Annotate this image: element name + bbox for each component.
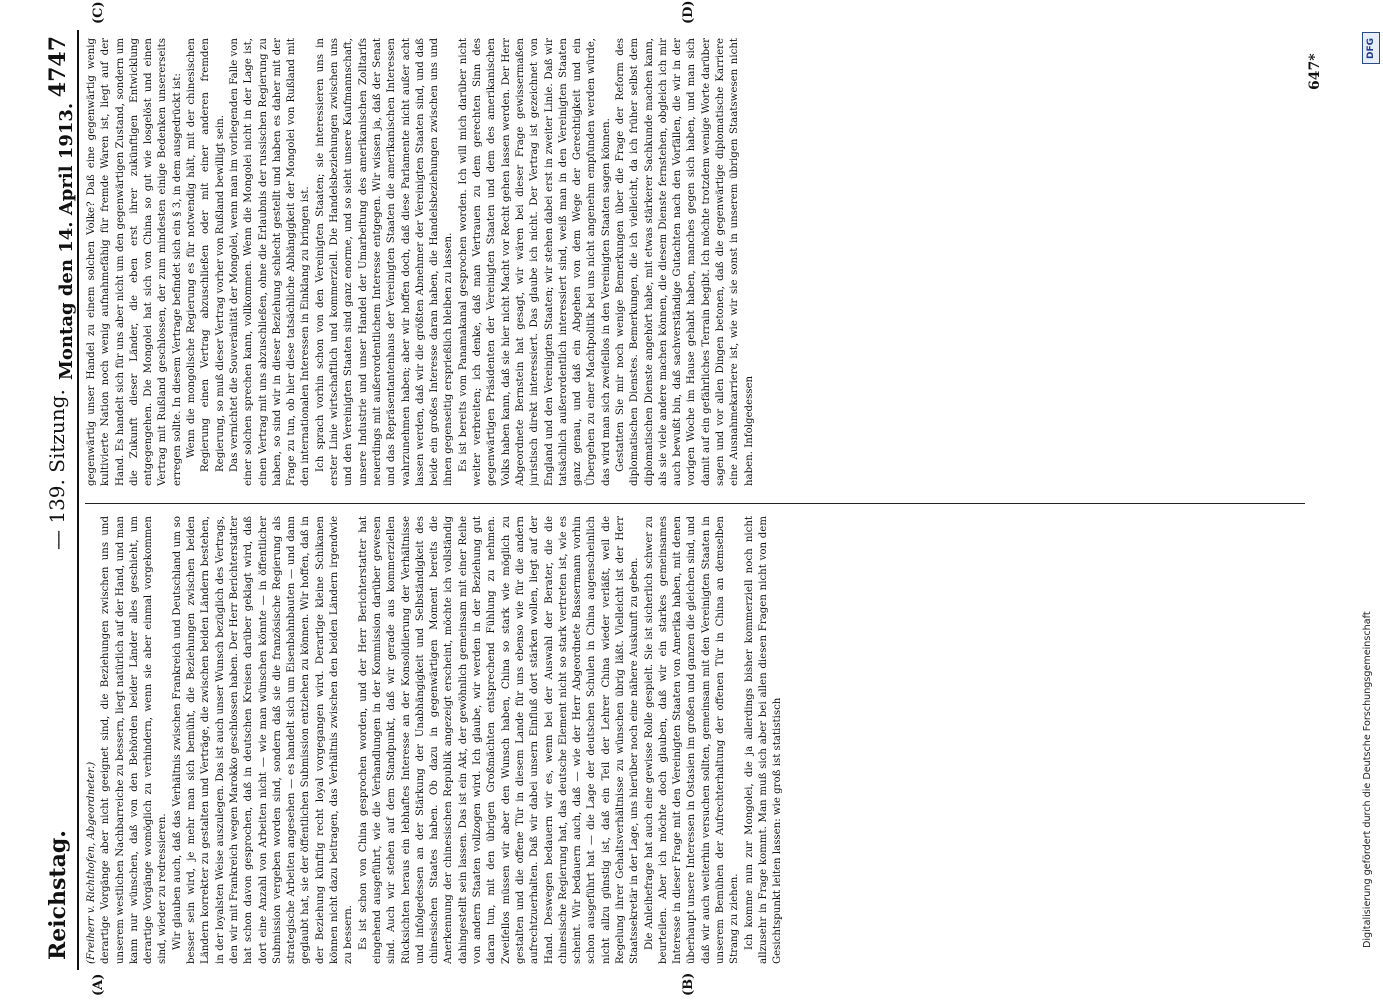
- header-chamber: Reichstag.: [45, 830, 71, 960]
- margin-marker-a: (A): [91, 973, 106, 996]
- sheet-mark: 647*: [1307, 53, 1323, 90]
- margin-marker-d: (D): [681, 0, 696, 24]
- paragraph: gegenwärtig unser Handel zu einem solchen Volke? Daß eine gegenwärtig wenig kultivierte Nation noch wenig aufnahmefähig für fremde Waren ist, liegt auf der Hand. Es handelt sich für uns aber nicht um den gegenwärtigen Zustand, sondern um die Zukunft dieser Länder, die eben erst ihrer zukünftigen Entwicklung entgegengehen. Die Mongolei hat sich von China so gut wie losgelöst und einen Vertrag mit Rußland geschlossen, der zum mindesten einige Bedenken unsererseits erregen sollte. In diesem Vertrage befindet sich ein § 3, in dem ausgedrückt ist:: [86, 38, 183, 486]
- paragraph: derartige Vorgänge aber nicht geeignet sind, die Beziehungen zwischen uns und unserem westlichen Nachbarreiche zu bessern, liegt natürlich auf der Hand, und man kann nur wünschen, daß von den Behörden beider Länder alles geschieht, um derartige Vorgänge womöglich zu verhindern, wenn sie aber einmal vorgekommen sind, wieder zu redressieren.: [100, 516, 169, 964]
- column-divider: [85, 503, 1305, 504]
- header-date: Montag den 14. April 1913.: [56, 102, 77, 380]
- paragraph: Es ist schon von China gesprochen worden, und der Herr Berichterstatter hat eingehend ausgeführt, wie die Verhandlungen in der Kommission darüber gewesen sind. Auch wir stehen auf dem Standpunkt, daß wir gerade aus kommerziellen Rücksichten heraus ein lebhaftes Interesse an der Konsolidierung der Verhältnisse und infolgedessen an der Stärkung der Unabhängigkeit und Selbständigkeit des chinesischen Staates haben. Ob dazu in gegenwärtigen Moment bereits die Anerkennung der chinesischen Republik angezeigt erscheint, möchte ich vollständig dahingestellt sein lassen. Das ist ein Akt, der gewöhnlich gemeinsam mit einer Reihe von andern Staaten vollzogen wird. Ich glaube, wir werden in der Beziehung gut daran tun, mit den übrigen Großmächten entsprechend Fühlung zu nehmen. Zweifellos müssen wir aber den Wunsch haben, China so stark wie möglich zu gestalten und die offene Tür in diesem Lande für uns ebenso wie für die andern aufrechtzuerhalten. Daß wir dabei unsern Einfluß dort stärken wollen, liegt auf der Hand. Deswegen bedauern wir es, wenn bei der Auswahl der Berater, die die chinesische Regierung hat, das deutsche Element nicht so stark vertreten ist, wie es scheint. Wir bedauern auch, daß — wie der Herr Abgeordnete Bassermann vorhin schon ausgeführt hat — die Lage der deutschen Schulen in China augenscheinlich nicht allzu günstig ist, daß ein Teil der Lehrer China wieder verläßt, weil die Regelung ihrer Gehaltsverhältnisse zu wünschen übrig läßt. Vielleicht ist der Herr Staatssekretär in der Lage, uns hierüber noch eine nähere Auskunft zu geben.: [357, 516, 641, 964]
- paragraph: Die Anleihefrage hat auch eine gewisse Rolle gespielt. Sie ist sicherlich schwer zu beurteilen. Aber ich möchte doch glauben, daß wir ein starkes gemeinsames Interesse in dieser Frage mit den Vereinigten Staaten von Amerika haben, mit denen überhaupt unsere Interessen in Ostasien im großen und ganzen die gleichen sind, und daß wir auch weiterhin versuchen sollten, gemeinsam mit den Vereinigten Staaten in unserem Bemühen der Aufrechterhaltung der offenen Tür in China an demselben Strang zu ziehen.: [643, 516, 741, 964]
- header-page-number: 4747: [45, 36, 71, 98]
- paragraph: Es ist bereits vom Panamakanal gesprochen worden. Ich will mich darüber nicht weiter verbreiten; ich denke, daß man Vertrauen zu dem gerechten Sinn des gegenwärtigen Präsidenten der Vereinigten Staaten und dem des amerikanischen Volks haben kann, daß sie hier nicht Macht vor Recht gehen lassen werden. Der Herr Abgeordnete Bernstein hat gesagt, wir wären bei dieser Frage gewissermaßen juristisch direkt interessiert. Das glaube ich nicht. Der Vertrag ist gezeichnet von England und den Vereinigten Staaten; wir stehen dabei erst in zweiter Linie. Daß wir tatsächlich außerordentlich interessiert sind, weiß man in den Vereinigten Staaten ganz genau, und daß ein Abgehen von dem Wege der Gerechtigkeit und ein Übergehen zu einer Machtpolitik bei uns nicht angenehm empfunden werden würde, das wird man sich zweifellos in den Vereinigten Staaten sagen können.: [457, 38, 612, 486]
- speaker-line: (Freiherr v. Richthofen, Abgeordneter.): [86, 761, 97, 964]
- paragraph: Ich sprach vorhin schon von den Vereinigten Staaten; sie interessieren uns in erster Linie wirtschaftlich und kommerziell. Die Handelsbeziehungen zwischen uns und den Vereinigten Staaten sind ganz enorme, und so sieht unsere Kaufmannschaft, unsere Industrie und unser Handel der Umarbeitung des amerikanischen Zolltarifs neuerdings mit außerordentlichem Interesse entgegen. Wir wissen ja, daß der Senat und das Repräsentantenhaus der Vereinigten Staaten die amerikanischen Interessen wahrzunehmen haben; aber wir hoffen doch, daß diese Parlamente nicht außer acht lassen werden, daß wir die größten Abnehmer der Vereinigten Staaten sind, und daß beide ein großes Interesse daran haben, die Handelsbeziehungen zwischen uns und ihnen gegenseitig ersprießlich bleiben zu lassen.: [314, 38, 455, 486]
- paragraph: Ich komme nun zur Mongolei, die ja allerdings bisher kommerziell noch nicht allzusehr in Frage kommt. Man muß sich aber bei allen diesen Fragen nicht von dem Gesichtspunkt leiten lassen: wie groß ist statistisch: [743, 516, 784, 964]
- left-column: [85, 516, 1295, 964]
- paragraph: Gestatten Sie mir noch wenige Bemerkungen über die Frage der Reform des diplomatischen Dienstes. Bemerkungen, die ich vielleicht, da ich früher selbst dem diplomatischen Dienste angehört habe, mit etwas stärkerer Sachkunde machen kann, als sie viele andere machen können, die diesem Dienste fernstehen, obgleich ich mir auch bewußt bin, daß sachverständige Gutachten nach den Vorfällen, die wir in der vorigen Woche im Hause gehabt haben, manches gegen sich haben, und man sich damit auf ein gefährliches Terrain begibt. Ich möchte trotzdem wenige Worte darüber sagen und vor allen Dingen betonen, daß die gegenwärtige diplomatische Karriere eine Ausnahmekarriere ist, wie wir sie sonst in unserem übrigen Staatswesen nicht haben. Infolgedessen: [614, 38, 755, 486]
- header-session: — 139. Sitzung.: [45, 389, 69, 550]
- right-column: [85, 38, 1295, 486]
- paragraph: Das vernichtet die Souveränität der Mongolei, wenn man im vorliegenden Falle von einer solchen sprechen kann, vollkommen. Wenn die Mongolei nicht in der Lage ist, einen Vertrag mit uns abzuschließen, ohne die Erlaubnis der russischen Regierung zu haben, so sind wir in dieser Beziehung schlecht gestellt und haben es daher mit der Frage zu tun, ob hier diese tatsächliche Abhängigkeit der Mongolei von Rußland mit den internationalen Interessen in Einklang zu bringen ist.: [228, 38, 312, 486]
- digitization-credit: [1358, 30, 1382, 970]
- margin-marker-b: (B): [681, 972, 696, 996]
- credit-text: Digitalisierung gefördert durch die Deutsche Forschungsgemeinschaft: [1362, 611, 1373, 948]
- paragraph: Wir glauben auch, daß das Verhältnis zwischen Frankreich und Deutschland um so besser sein wird, je mehr man sich bemüht, die Beziehungen zwischen beiden Ländern korrekter zu gestalten und Verträge, die zwischen beiden Ländern bestehen, in der loyalsten Weise auszulegen. Das ist auch unser Wunsch bezüglich des Vertrags, den wir mit Frankreich wegen Marokko geschlossen haben. Der Herr Berichterstatter hat schon davon gesprochen, daß in deutschen Kreisen darüber geklagt wird, daß dort eine Anzahl von Arbeiten nicht — wie man wünschen könnte — in öffentlicher Submission vergeben worden sind, sondern daß sie die französische Regierung als strategische Arbeiten angesehen — es handelt sich um Eisenbahnbauten — und dann geglaubt hat, sie der öffentlichen Submission entziehen zu können. Wir hoffen, daß in der Beziehung künftig recht loyal vorgegangen wird. Derartige kleine Schikanen können nicht dazu beitragen, das Verhältnis zwischen den beiden Ländern irgendwie zu bessern.: [171, 516, 355, 964]
- dfg-logo: DFG: [1362, 32, 1380, 64]
- rotated-page: [41, 0, 1341, 996]
- date-anchor: [40, 520, 41, 521]
- margin-marker-c: (C): [91, 1, 106, 24]
- quoted-paragraph: Wenn die mongolische Regierung es für notwendig hält, mit der chinesischen Regierung einen Vertrag abzuschließen oder mit einer anderen fremden Regierung, so muß dieser Vertrag vorher von Rußland bewilligt sein.: [186, 38, 226, 472]
